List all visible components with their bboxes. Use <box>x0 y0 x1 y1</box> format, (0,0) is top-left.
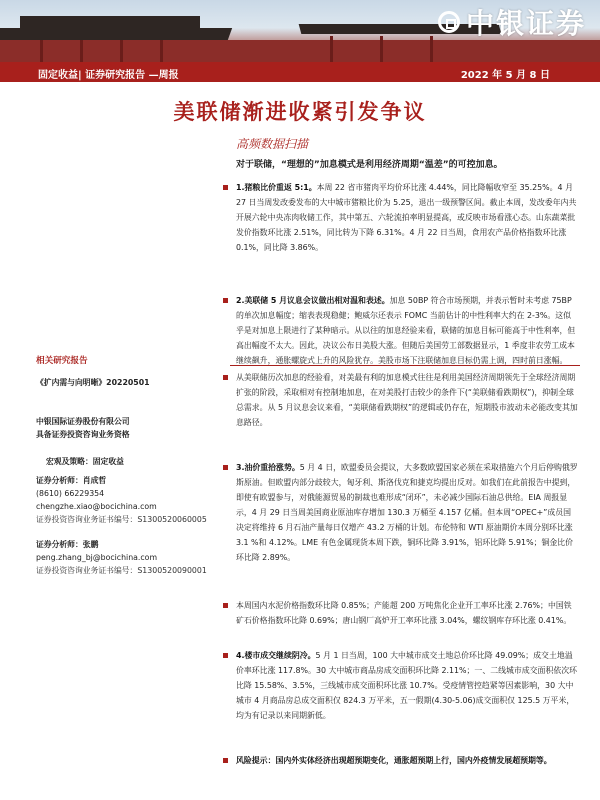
bullet-item <box>230 753 578 768</box>
related-report-link[interactable]: 《扩内需与向明晰》20220501 <box>36 378 150 387</box>
bullet-text: 从美联储历次加息的经验看，对美最有利的加息模式往往是利用美国经济周期领先于全球经济周期扩张的阶段，采取相对有控制地加息，在对美股打击较少的条件下(“美联储看跌期权”)，抑制全球总需求。从 5 月议息会议来看，“美联储看跌期权”的逻辑或仍存在，短期股市波动未必能改变其加息路径。 <box>236 373 578 427</box>
bullet-item <box>230 370 578 430</box>
bullet-heading: 1.猪粮比价重返 5:1。 <box>236 183 317 192</box>
report-subtitle: 高频数据扫描 <box>236 137 309 151</box>
report-date: 2022 年 5 月 8 日 <box>460 70 550 81</box>
report-type: 固定收益| 证券研究报告 —周报 <box>38 70 179 81</box>
bullet-heading: 2.美联储 5 月议息会议做出相对温和表述。 <box>236 296 390 305</box>
analyst-name: 证券分析师：张鹏 <box>36 540 99 549</box>
bullet-item <box>230 648 578 723</box>
org-name: 中银国际证券股份有限公司 <box>36 417 130 426</box>
bullet-square-icon <box>223 465 228 470</box>
bullet-text: 5 月 1 日当周，100 大中城市成交土地总价环比降 49.09%；成交土地溢价率环比涨 117.8%。30 大中城市商品房成交面积环比降 2.11%；一、二线城市成交面积依次环比降 15.58%、3.5%，三线城市成交面积环比涨 10.7%。受疫情管控趋紧等因素影响，30 大中城市 4 月商品房总成交面积仅 824.3 万平米，五一假期(4.30-5.06)成交面积仅 125.5 万平米，均为有记录以来同期新低。 <box>236 651 578 720</box>
analyst-email[interactable]: chengzhe.xiao@bocichina.com <box>36 502 157 511</box>
intro-text: 对于联储，“理想的”加息模式是利用经济周期“温差”的可控加息。 <box>236 160 503 170</box>
risk-text: 国内外实体经济出现超预期变化，通胀超预期上行，国内外疫情发展超预期等。 <box>275 756 552 765</box>
bullet-item <box>230 598 578 628</box>
bullet-square-icon <box>223 298 228 303</box>
bullet-text: 本周 22 省市猪肉平均价环比涨 4.44%，同比降幅收窄至 35.25%。4 月 27 日当周发改委发布的大中城市猪粮比价为 5.25，退出一级预警区间。截止本周，发改委年内共开展六轮中央冻肉收储工作，其中第五、六轮流拍率明显提高，或反映市场看涨心态。山东蔬菜批发价指数环比涨 2.51%，同比转为下降 6.31%。4 月 22 日当周，食用农产品价格指数环比涨 0.1%，同比降 3.86%。 <box>236 183 577 252</box>
bullet-square-icon <box>223 375 228 380</box>
bullet-square-icon <box>223 185 228 190</box>
brand-logo <box>438 2 586 42</box>
header-banner-image <box>0 0 600 62</box>
bullet-item <box>230 293 578 368</box>
bullet-square-icon <box>223 603 228 608</box>
report-header-bar <box>0 62 600 82</box>
bullet-item <box>230 180 578 255</box>
analyst-email[interactable]: peng.zhang_bj@bocichina.com <box>36 553 158 562</box>
analyst-phone: (8610) 66229354 <box>36 489 105 498</box>
bullet-item <box>230 460 578 565</box>
bullet-text: 本周国内水泥价格指数环比降 0.85%；产能超 200 万吨焦化企业开工率环比涨 2.76%；中国铁矿石价格指数环比降 0.69%；唐山钢厂高炉开工率环比涨 3.04%，螺纹钢库存环比涨 0.41%。 <box>236 601 572 625</box>
department: 宏观及策略：固定收益 <box>46 457 124 466</box>
analyst-cert: 证券投资咨询业务证书编号：S1300520090001 <box>36 566 207 575</box>
report-title: 美联储渐进收紧引发争议 <box>173 100 427 124</box>
bullet-square-icon <box>223 653 228 658</box>
related-reports-heading: 相关研究报告 <box>36 356 88 366</box>
section-divider <box>230 365 580 366</box>
org-qualification: 具备证券投资咨询业务资格 <box>36 430 130 439</box>
bullet-text: 5 月 4 日，欧盟委员会提议，大多数欧盟国家必须在采取措施六个月后停购俄罗斯原油。但欧盟内部分歧较大，匈牙利、斯洛伐克和捷克均提出反对。如我们在此前报告中提到，即使有欧盟参与，对俄能源贸易的制裁也难形成“闭环”，未必减少国际石油总供给。EIA 周报显示，4 月 29 日当周美国商业原油库存增加 130.3 万桶至 4.157 亿桶。但本周“OPEC+”成员国决定将维持 6 月石油产量每日仅增产 43.2 万桶的计划。布伦特和 WTI 原油期价本周分别环比涨 3.1 %和 4.12%。LME 有色金属现货本周下跌，铜环比降 3.91%，铝环比降 5.91%；铜金比价环比降 2.89%。 <box>236 463 578 562</box>
bullet-heading: 3.油价重拾涨势。 <box>236 463 300 472</box>
bullet-text: 加息 50BP 符合市场预期，并表示暂时未考虑 75BP 的单次加息幅度；缩表表现稳健；鲍威尔还表示 FOMC 当前估计的中性利率大约在 2-3%。这似乎是对加息上限进行了某种暗示。从以往的加息经验来看，联储的加息目标可能高于中性利率，但高出幅度不太大。因此，决议公布日美股大涨。但随后美国劳工部数据显示，1 季度非农劳工成本继续飙升，通胀螺旋式上升的风险犹存。美股市场下注联储加息目标仍需上调，四时前日涨幅。 <box>236 296 576 365</box>
sidebar <box>36 355 207 577</box>
analyst-cert: 证券投资咨询业务证书编号：S1300520060005 <box>36 515 207 524</box>
bullet-square-icon <box>223 758 228 763</box>
bullet-heading: 4.楼市成交继续阴冷。 <box>236 651 316 660</box>
bank-logo-icon <box>438 11 460 33</box>
analyst-name: 证券分析师：肖成哲 <box>36 476 107 485</box>
brand-name: 中银证券 <box>465 7 586 40</box>
risk-heading: 风险提示： <box>236 756 276 765</box>
